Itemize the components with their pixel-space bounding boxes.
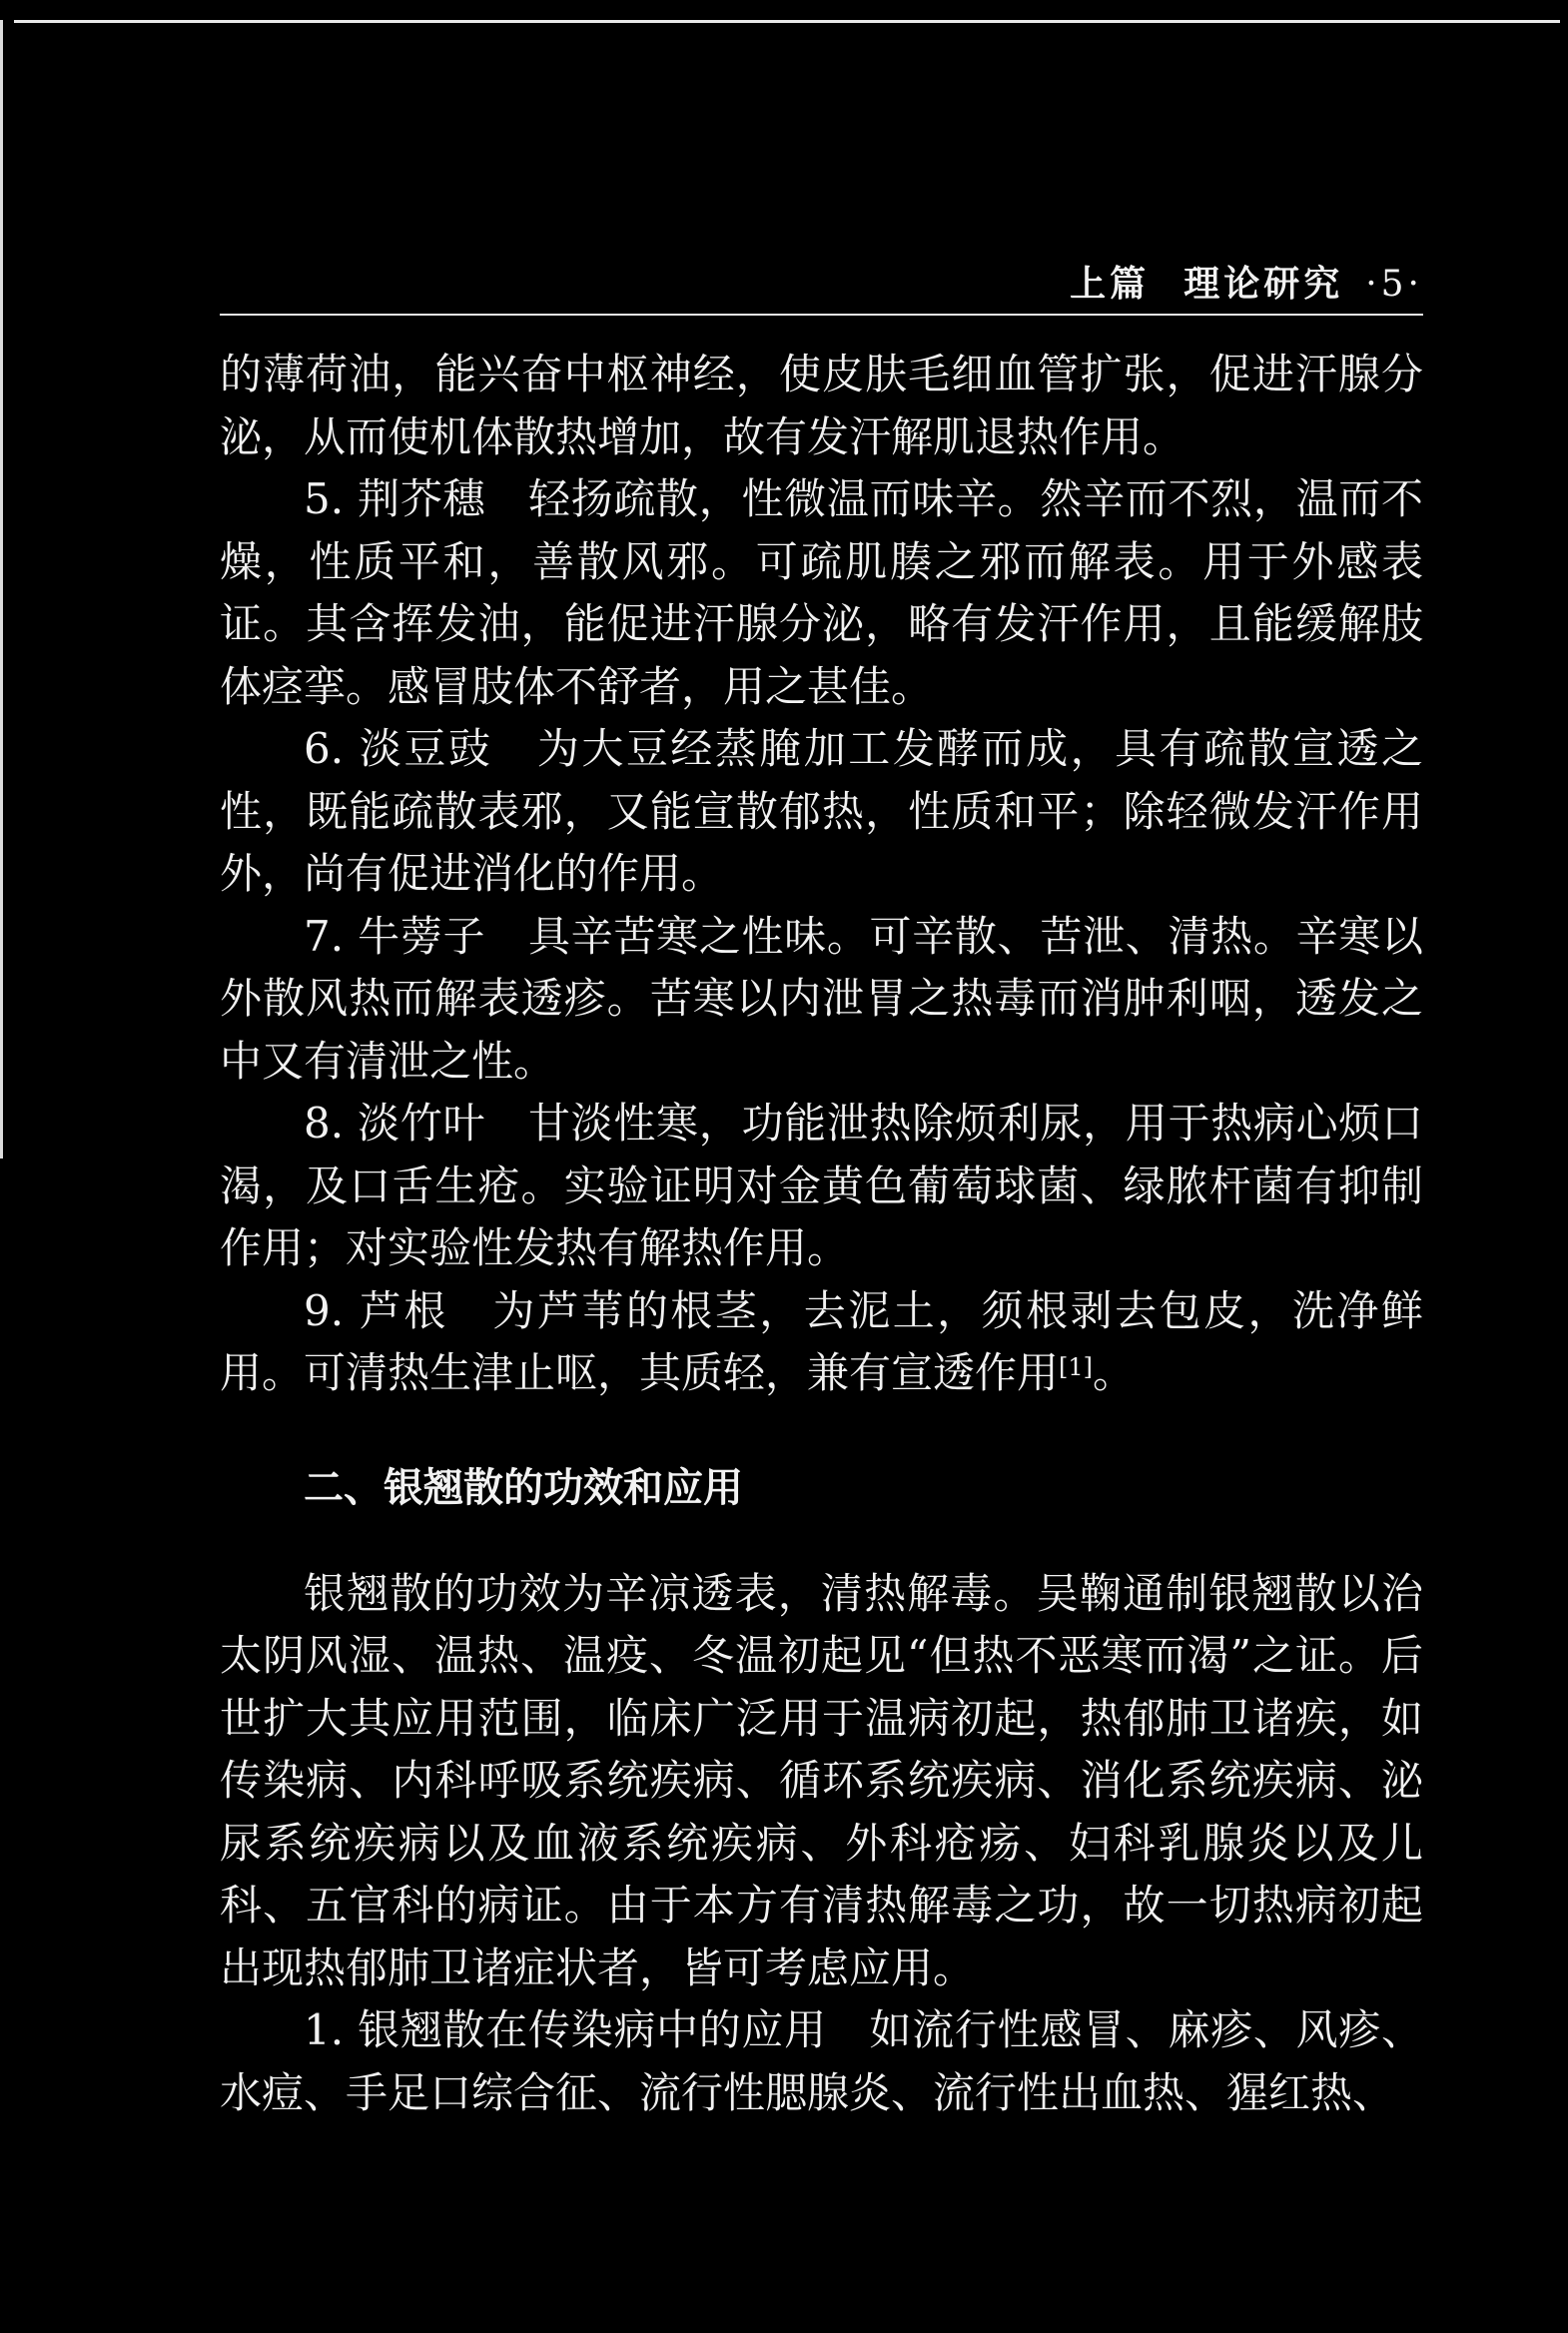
item-number: 8.: [304, 1099, 345, 1148]
item-text: 如流行性感冒、麻疹、风疹、水痘、手足口综合征、流行性腮腺炎、流行性出血热、猩红热、: [220, 2005, 1423, 2117]
item-number: 7.: [304, 911, 345, 961]
page-number: ·5·: [1365, 264, 1423, 305]
item-term: 淡豆豉: [359, 724, 493, 773]
paragraph-continued: 的薄荷油，能兴奋中枢神经，使皮肤毛细血管扩张，促进汗腺分泌，从而使机体散热增加，故有发汗解肌退热作用。: [220, 350, 1423, 461]
paragraph-item-5: [220, 468, 1423, 718]
item-text: 为芦苇的根茎，去泥土，须根剥去包皮，洗净鲜用。可清热生津止呕，其质轻，兼有宣透作用: [220, 1285, 1423, 1397]
header-rule: [220, 314, 1423, 316]
running-header: [220, 256, 1423, 307]
item-term: 淡竹叶: [358, 1099, 486, 1148]
header-part: 上篇: [1070, 263, 1151, 305]
paragraph-item-9: [220, 1280, 1423, 1405]
item-text: 为大豆经蒸腌加工发酵而成，具有疏散宣透之性，既能疏散表邪，又能宣散郁热，性质和平；除轻微发汗作用外，尚有促进消化的作用。: [220, 724, 1423, 898]
item-number: 5.: [304, 474, 345, 523]
header-section: 理论研究: [1183, 263, 1344, 305]
item-term: 荆芥穗: [358, 474, 486, 523]
item-text: 具辛苦寒之性味。可辛散、苦泄、清热。辛寒以外散风热而解表透疹。苦寒以内泄胃之热毒而消肿利咽，透发之中又有清泄之性。: [220, 911, 1423, 1086]
item-end: 。: [1093, 1348, 1136, 1397]
item-term: 芦根: [359, 1285, 448, 1335]
item-number: 1.: [304, 2005, 345, 2054]
item-term: 银翘散在传染病中的应用: [358, 2005, 827, 2054]
page-body: [220, 344, 1423, 2124]
item-number: 6.: [304, 724, 345, 773]
section-heading: 二、银翘散的功效和应用: [304, 1464, 743, 1511]
scan-top-border: [14, 20, 1560, 23]
section-intro-paragraph: 银翘散的功效为辛凉透表，清热解毒。吴鞠通制银翘散以治太阴风湿、温热、温疫、冬温初起见“但热不恶寒而渴”之证。后世扩大其应用范围，临床广泛用于温病初起，热郁肺卫诸疾，如传染病、内科呼吸系统疾病、循环系统疾病、消化系统疾病、泌尿系统疾病以及血液系统疾病、外科疮疡、妇科乳腺炎以及儿科、五官科的病证。由于本方有清热解毒之功，故一切热病初起出现热郁肺卫诸症状者，皆可考虑应用。: [220, 1568, 1423, 1992]
paragraph-application-1: [220, 1999, 1423, 2124]
paragraph-item-6: [220, 718, 1423, 906]
item-number: 9.: [304, 1285, 345, 1335]
paragraph-item-8: [220, 1093, 1423, 1280]
item-text: 甘淡性寒，功能泄热除烦利尿，用于热病心烦口渴，及口舌生疮。实验证明对金黄色葡萄球菌、绿脓杆菌有抑制作用；对实验性发热有解热作用。: [220, 1099, 1423, 1272]
item-text: 轻扬疏散，性微温而味辛。然辛而不烈，温而不燥，性质平和，善散风邪。可疏肌腠之邪而解表。用于外感表证。其含挥发油，能促进汗腺分泌，略有发汗作用，且能缓解肢体痉挛。感冒肢体不舒者，用之甚佳。: [220, 474, 1423, 711]
citation-marker: [1]: [1059, 1353, 1094, 1381]
item-term: 牛蒡子: [358, 911, 486, 961]
paragraph-item-7: [220, 906, 1423, 1094]
scan-left-border: [0, 20, 3, 1159]
